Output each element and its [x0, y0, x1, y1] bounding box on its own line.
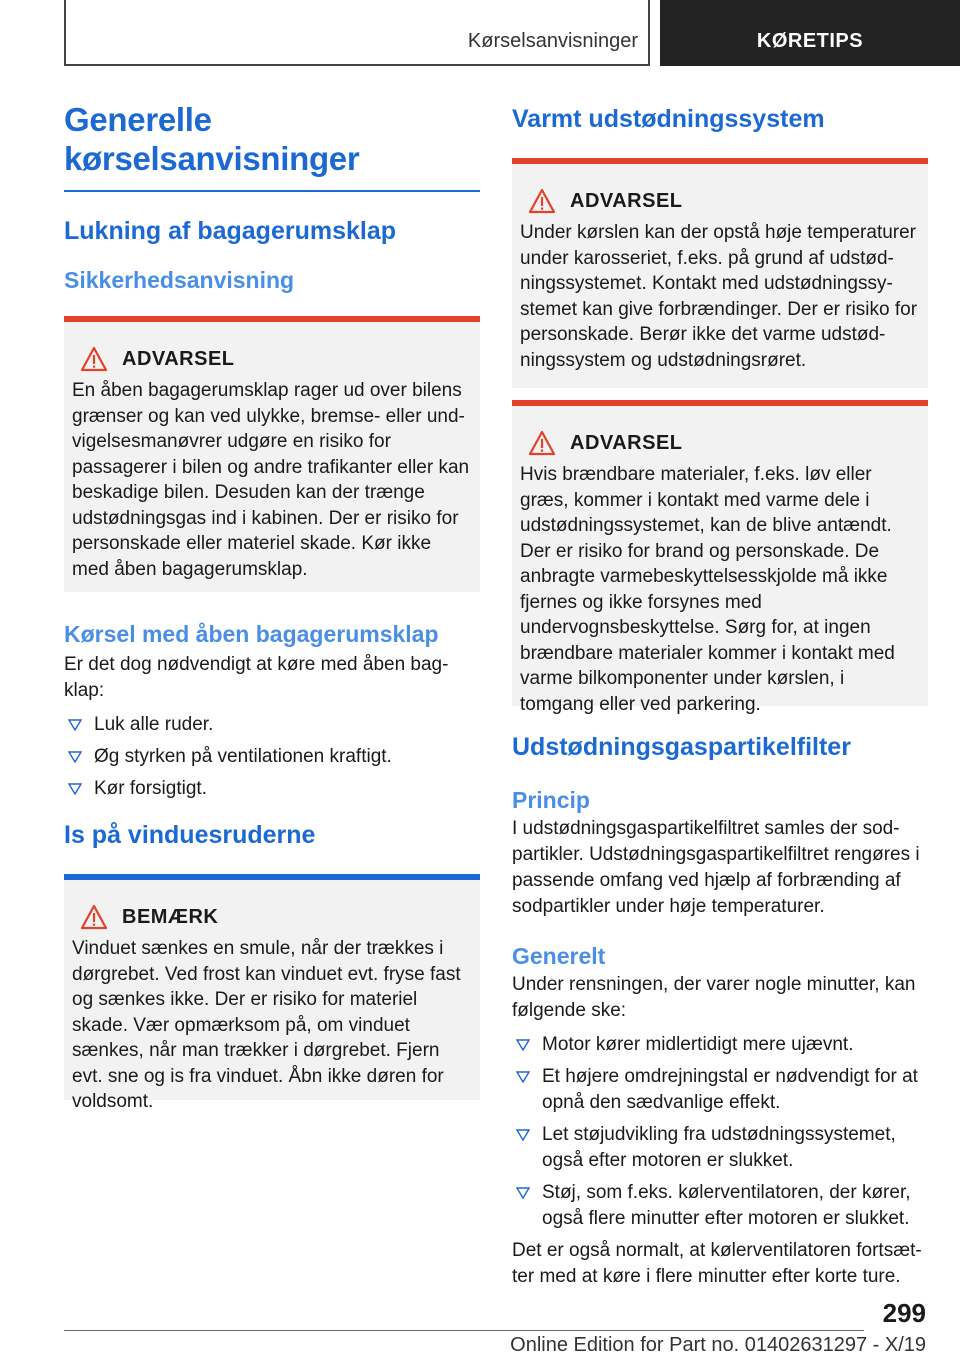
- warning-text: Under kørslen kan der opstå høje temperaturer under karosseriet, f.eks. på grund af udstødningssystemet. Kontakt med udstødningssystemet kan give forbrændinger. Der er risiko for personskade. Berør ikke det varme udstødningssystem og udstødningsrøret.: [520, 222, 918, 371]
- list-item: [512, 1032, 928, 1058]
- list-item: [64, 744, 480, 770]
- note-header: [80, 904, 472, 930]
- warning-label: ADVARSEL: [570, 189, 683, 212]
- warning-label: ADVARSEL: [570, 431, 683, 454]
- page-title-line1: Generelle: [64, 101, 212, 138]
- open-intro: Er det dog nødvendigt at køre med åben bagklap:: [64, 654, 449, 701]
- warning-text: En åben bagagerumsklap rager ud over bilens grænser og kan ved ulykke, bremse- eller undvigelsesmanøvrer udgøre en risiko for passagerer i bilen og andre trafikanter eller kan beskadige bilen. Desuden kan der trænge udstødningsgas ind i kabinen. Der er risiko for personskade eller materiel skade. Kør ikke med åben bagagerumsklap.: [72, 380, 470, 580]
- heading-general: Generelt: [512, 943, 606, 969]
- header-frame-bottom: [64, 64, 650, 66]
- heading-principle: Princip: [512, 787, 590, 813]
- list-item-text: Luk alle ruder.: [94, 714, 214, 735]
- triangle-bullet-icon: [516, 1039, 530, 1051]
- principle-text: I udstødningsgaspartikelfiltret samles der sodpartikler. Udstødningsgaspartikelfiltret rengøres i passende omfang ved hjælp af forbrænding af sodpartikler under høje temperaturer.: [512, 818, 920, 917]
- list-item-text: Øg styrken på ventilationen kraftigt.: [94, 746, 392, 767]
- header-frame-left: [64, 0, 66, 64]
- heading-hot-exhaust: Varmt udstødningssystem: [512, 105, 825, 133]
- title-rule: [64, 190, 480, 192]
- warning-box-flammable: [512, 400, 928, 715]
- triangle-bullet-icon: [516, 1187, 530, 1199]
- closing-text: Det er også normalt, at kølerventilatoren fortsætter med at køre i flere minutter efter korte ture.: [512, 1240, 922, 1287]
- list-item: [512, 1122, 928, 1174]
- note-label: BEMÆRK: [122, 905, 219, 928]
- header-section-title: Kørselsanvisninger: [467, 30, 638, 52]
- warning-triangle-icon: [80, 904, 108, 930]
- list-item-text: Kør forsigtigt.: [94, 778, 207, 799]
- general-list: [512, 1032, 928, 1232]
- triangle-bullet-icon: [68, 783, 82, 795]
- triangle-bullet-icon: [68, 751, 82, 763]
- note-text: Vinduet sænkes en smule, når der trækkes i dørgrebet. Ved frost kan vinduet evt. fryse fast og sænkes ikke. Der er risiko for materiel skade. Vær opmærksom på, om vinduet sænkes, når man trækker i dørgrebet. Fjern evt. sne og is fra vinduet. Åbn ikke døren for voldsomt.: [72, 938, 461, 1112]
- triangle-bullet-icon: [68, 719, 82, 731]
- page-number: 299: [882, 1298, 926, 1328]
- heading-ice: Is på vinduesruderne: [64, 821, 316, 849]
- triangle-bullet-icon: [516, 1129, 530, 1141]
- warning-text: Hvis brændbare materialer, f.eks. løv eller græs, kommer i kontakt med varme dele i udstødningssystemet, kan de blive antændt. Der er risiko for brand og personskade. De anbragte varmebeskyttelsesskjolde må ikke fjernes og ikke forsynes med undervognsbeskyttelse. Sørg for, at ingen brændbare materialer kommer i kontakt med varme bilkomponenter under kørslen, i tomgang eller ved parkering.: [520, 464, 895, 715]
- open-list: [64, 712, 480, 802]
- list-item: [512, 1180, 928, 1232]
- list-item: [64, 712, 480, 738]
- chapter-tab[interactable]: KØRETIPS: [660, 0, 960, 66]
- list-item-text: Et højere omdrejningstal er nødvendigt for at opnå den sædvanlige effekt.: [542, 1066, 918, 1113]
- heading-particle-filter: Udstødningsgaspartikelfilter: [512, 733, 851, 761]
- header-separator: [648, 0, 650, 66]
- list-item: [64, 776, 480, 802]
- warning-triangle-icon: [528, 430, 556, 456]
- right-column: [512, 100, 928, 1290]
- list-item-text: Let støjudvikling fra udstødningssystemet, også efter motoren er slukket.: [542, 1124, 896, 1171]
- warning-header: [528, 188, 920, 214]
- list-item-text: Motor kører midlertidigt mere ujævnt.: [542, 1034, 854, 1055]
- warning-label: ADVARSEL: [122, 347, 235, 370]
- footer-rule: [64, 1330, 864, 1331]
- heading-safety: Sikkerhedsanvisning: [64, 267, 295, 293]
- warning-triangle-icon: [80, 346, 108, 372]
- triangle-bullet-icon: [516, 1071, 530, 1083]
- warning-header: [80, 346, 472, 372]
- heading-tailgate: Lukning af bagagerumsklap: [64, 217, 397, 245]
- note-box-ice: [64, 874, 480, 1112]
- warning-triangle-icon: [528, 188, 556, 214]
- warning-box-hot-exhaust: [512, 158, 928, 388]
- list-item: [512, 1064, 928, 1116]
- warning-box-tailgate: [64, 316, 480, 592]
- general-intro: Under rensningen, der varer nogle minutter, kan følgende ske:: [512, 974, 916, 1021]
- heading-open-tailgate: Kørsel med åben bagagerumsklap: [64, 621, 439, 647]
- warning-header: [528, 430, 920, 456]
- page-title-line2: kørselsanvisninger: [64, 140, 360, 177]
- page-title: [64, 100, 480, 178]
- list-item-text: Støj, som f.eks. kølerventilatoren, der kører, også flere minutter efter motoren er slukket.: [542, 1182, 911, 1229]
- left-column: [64, 100, 480, 1112]
- footer-edition-text: Online Edition for Part no. 01402631297 - X/19: [510, 1334, 926, 1356]
